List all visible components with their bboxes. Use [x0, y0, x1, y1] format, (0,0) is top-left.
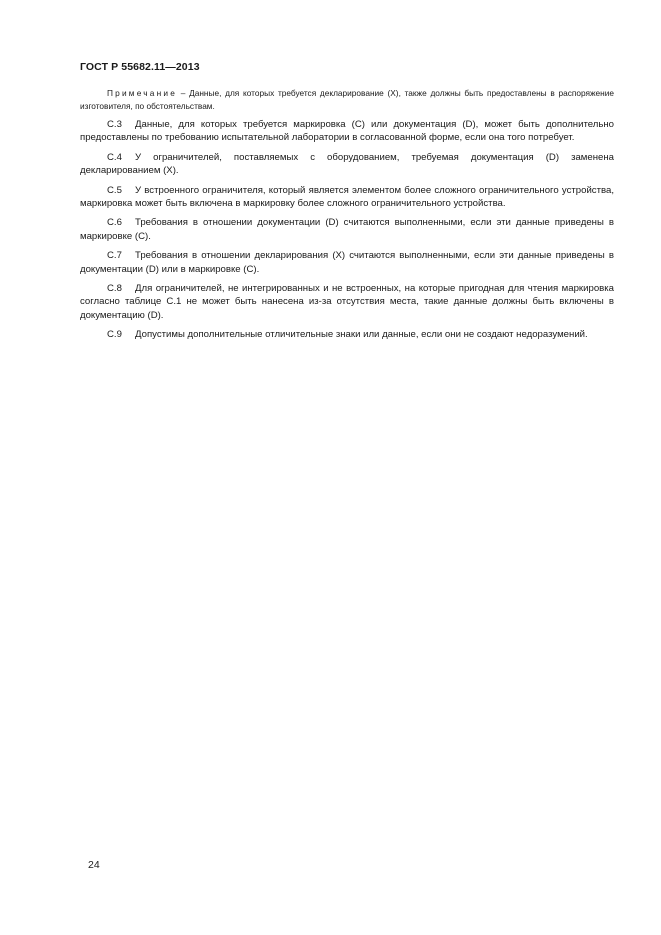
clause-number: С.9 — [107, 329, 122, 341]
clause-c8 — [80, 282, 614, 322]
clause-c3 — [80, 118, 614, 145]
clause-number: С.5 — [107, 184, 122, 196]
clause-c4 — [80, 151, 614, 178]
clause-text: Требования в отношении декларирования (Х) считаются выполненными, если эти данные приведены в документации (D) или в маркировке (С). — [80, 250, 614, 275]
clause-text: У встроенного ограничителя, который является элементом более сложного ограничительного устройства, маркировка может быть включена в маркировку более сложного ограничительного устройства. — [80, 184, 614, 210]
clause-c9 — [80, 328, 614, 341]
clause-text: Данные, для которых требуется маркировка (С) или документация (D), может быть дополнительно предоставлены по требованию испытательной лаборатории в согласованной форме, если она того потребует. — [80, 119, 614, 144]
clause-text: Допустимы дополнительные отличительные знаки или данные, если они не создают недоразумений. — [135, 329, 588, 341]
clause-number: С.7 — [107, 250, 122, 262]
clause-number: С.6 — [107, 217, 122, 229]
clause-text: У ограничителей, поставляемых с оборудованием, требуемая документация (D) заменена декларированием (Х). — [80, 151, 614, 177]
clause-number: С.3 — [107, 119, 122, 130]
note-text: – Данные, для которых требуется декларирование (Х), также должны быть предоставлены в распоряжение изготовителя, по обстоятельствам. — [80, 88, 614, 111]
note-paragraph — [80, 87, 614, 112]
clause-text: Требования в отношении документации (D) считаются выполненными, если эти данные приведены в маркировке (С). — [80, 217, 614, 242]
note-label: Примечание — [107, 88, 178, 98]
clause-number: С.8 — [107, 283, 122, 295]
clause-c6 — [80, 216, 614, 243]
clause-c7 — [80, 249, 614, 276]
clause-text: Для ограничителей, не интегрированных и не встроенных, на которые пригодная для чтения маркировка согласно таблице С.1 не может быть нанесена из-за отсутствия места, такие данные должны быть включены в документацию (D). — [80, 283, 614, 321]
page-number: 24 — [88, 859, 100, 871]
standard-header: ГОСТ Р 55682.11—2013 — [80, 61, 200, 73]
document-body — [80, 87, 614, 348]
clause-c5 — [80, 184, 614, 211]
clause-number: С.4 — [107, 151, 122, 163]
